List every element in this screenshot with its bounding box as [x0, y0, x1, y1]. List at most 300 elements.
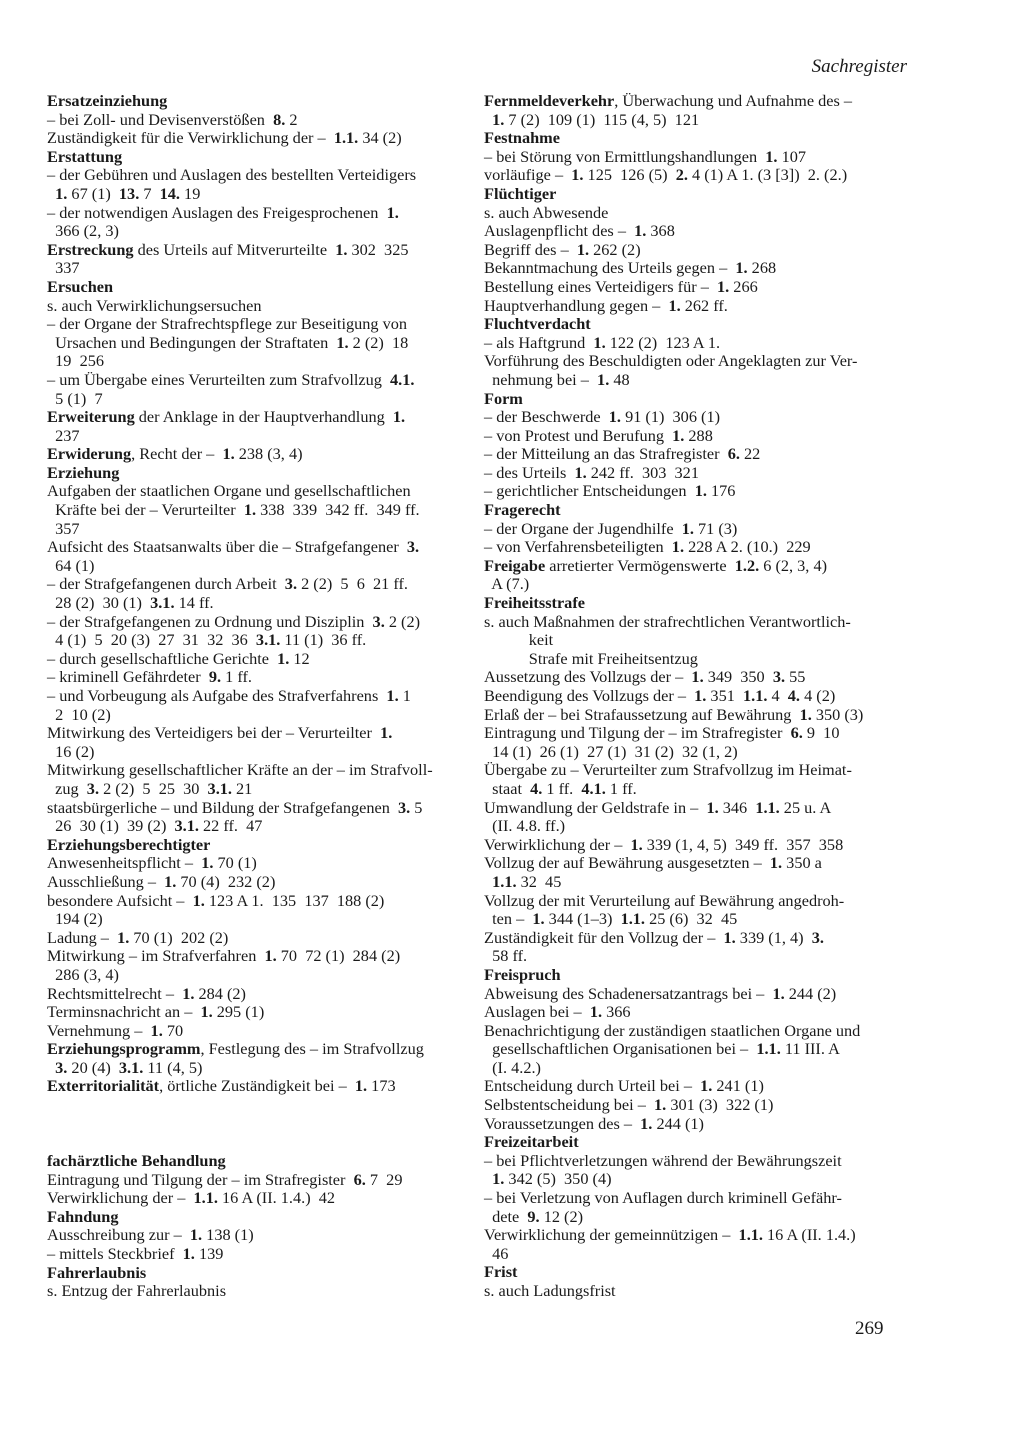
bold-term: 1. — [201, 853, 214, 873]
entry-text: 123 A 1. 135 137 188 (2) — [204, 890, 385, 910]
entry-text: Mitwirkung gesellschaftlicher Kräfte an der – im Strafvoll- — [47, 760, 433, 780]
entry-text: Aufgaben der staatlichen Organe und gesellschaftlichen — [47, 481, 411, 501]
entry-text: gesellschaftlichen Organisationen bei – — [484, 1039, 757, 1059]
entry-text: 139 — [194, 1244, 224, 1264]
entry-text: 194 (2) — [47, 909, 103, 929]
entry-text: 107 — [777, 146, 806, 166]
entry-text: 16 (2) — [47, 741, 95, 761]
bold-term: Exterritorialität — [47, 1076, 160, 1096]
index-entry-line — [484, 575, 910, 594]
index-entry-line — [47, 1189, 467, 1208]
entry-text: 1 — [398, 686, 411, 705]
entry-text: 344 (1–3) — [544, 909, 621, 929]
bold-term: 1. — [571, 165, 584, 185]
entry-text: 22 ff. 47 — [198, 816, 263, 836]
index-entry-heading — [47, 148, 467, 167]
index-entry-line — [47, 1226, 467, 1245]
entry-text: 16 A (II. 1.4.) — [762, 1225, 856, 1245]
entry-text: 14 ff. — [174, 593, 214, 613]
index-entry-line — [484, 538, 910, 557]
bold-term: 8. — [273, 109, 286, 129]
index-entry-line — [484, 352, 910, 371]
bold-term: 1. — [654, 1095, 667, 1115]
index-entry-line — [47, 854, 467, 873]
entry-text: 288 — [684, 425, 713, 445]
entry-text: 2 (2) — [384, 611, 421, 631]
bold-term: Erziehungsberechtigter — [47, 834, 211, 854]
entry-text: 4 (1) 5 20 (3) 27 31 32 36 — [47, 630, 256, 650]
entry-text: ten – — [484, 909, 533, 929]
bold-term: 1.1. — [620, 909, 645, 929]
index-entry-line — [484, 854, 910, 873]
index-entry-heading — [484, 594, 910, 613]
index-entry-line — [47, 631, 467, 650]
index-entry-line — [47, 1003, 467, 1022]
entry-text: 366 (2, 3) — [47, 221, 119, 241]
bold-term: 1. — [354, 1076, 368, 1096]
entry-text: 338 339 342 ff. 349 ff. — [256, 500, 420, 520]
bold-term: 14. — [159, 183, 180, 203]
index-entry-line — [47, 817, 467, 836]
bold-term: Fernmeldeverkehr — [484, 91, 615, 110]
index-entry-line — [47, 892, 467, 911]
index-entry-line — [484, 836, 910, 855]
bold-term: 1.1. — [743, 686, 768, 705]
bold-term: 3. — [772, 667, 786, 687]
entry-text: 70 — [162, 1020, 184, 1040]
bold-term: Erweiterung — [47, 407, 135, 427]
entry-text: 2 (2) 5 6 21 ff. — [297, 574, 408, 594]
entry-text: 284 (2) — [194, 983, 246, 1003]
index-entry-line — [47, 1282, 467, 1301]
bold-term: 1. — [222, 444, 235, 464]
entry-text: Mitwirkung des Verteidigers bei der – Verurteilter — [47, 723, 381, 743]
bold-term: 1. — [668, 295, 681, 315]
entry-text: Hauptverhandlung gegen – — [484, 295, 669, 315]
entry-text: 339 (1, 4, 5) 349 ff. 357 358 — [642, 834, 844, 854]
entry-text — [484, 1169, 492, 1188]
index-entry-line — [484, 1059, 910, 1078]
index-entry-line — [47, 185, 467, 204]
bold-term: 1. — [735, 258, 748, 278]
index-entry-line — [484, 334, 910, 353]
index-entry-line — [47, 259, 467, 278]
index-entry-line — [47, 985, 467, 1004]
entry-text: 2 10 (2) — [47, 704, 111, 724]
entry-text: Aufsicht des Staatsanwalts über die – Strafgefangener — [47, 537, 407, 557]
bold-term: 1. — [634, 221, 647, 241]
entry-text: dete — [484, 1206, 528, 1226]
bold-term: Fahrerlaubnis — [47, 1262, 147, 1282]
bold-term: 1. — [200, 1002, 213, 1022]
bold-term: 1. — [799, 704, 812, 724]
entry-text: Anwesenheitspflicht – — [47, 853, 202, 873]
bold-term: 1. — [706, 797, 719, 817]
entry-text: 357 — [47, 518, 80, 538]
entry-text: Auslagenpflicht des – — [484, 221, 635, 241]
index-entry-line — [47, 520, 467, 539]
index-entry-line — [47, 427, 467, 446]
bold-term: 9. — [527, 1206, 540, 1226]
index-entry-line — [484, 724, 910, 743]
entry-text: s. Entzug der Fahrerlaubnis — [47, 1281, 227, 1301]
entry-text: 302 325 — [347, 239, 409, 259]
index-entry-line — [484, 1003, 910, 1022]
index-entry-heading — [47, 92, 467, 111]
entry-text: Eintragung und Tilgung der – im Strafregister — [47, 1169, 354, 1189]
index-entry-line — [47, 390, 467, 409]
entry-text: 244 (2) — [784, 983, 837, 1003]
bold-term: 4.1. — [390, 369, 415, 389]
entry-text: 34 (2) — [358, 128, 402, 148]
entry-text: 71 (3) — [693, 518, 738, 538]
entry-text — [484, 872, 492, 891]
index-entry-line — [484, 1115, 910, 1134]
entry-text: vorläufige – — [484, 165, 572, 185]
index-entry-line — [47, 929, 467, 948]
bold-term: 1.1. — [492, 871, 517, 891]
entry-text: 7 (2) 109 (1) 115 (4, 5) 121 — [504, 109, 700, 129]
index-entry-heading — [47, 1077, 467, 1096]
entry-text: Ausschließung – — [47, 871, 165, 891]
index-entry-line — [47, 873, 467, 892]
entry-text: 122 (2) 123 A 1. — [605, 332, 721, 352]
index-entry-line — [484, 668, 910, 687]
bold-term: Freigabe — [484, 555, 546, 575]
index-column-right — [484, 92, 910, 1301]
entry-text: 138 (1) — [202, 1225, 254, 1245]
index-entry-line — [484, 1077, 910, 1096]
bold-term: 1. — [150, 1020, 163, 1040]
bold-term: Fahndung — [47, 1206, 119, 1226]
bold-term: 1.1. — [756, 1039, 781, 1059]
index-entry-heading — [484, 1133, 910, 1152]
bold-term: 1. — [336, 332, 349, 352]
entry-text: 67 (1) — [67, 183, 119, 203]
bold-term: 1. — [694, 686, 707, 705]
entry-text: Erlaß der – bei Strafaussetzung auf Bewährung — [484, 704, 800, 724]
index-entry-heading — [47, 836, 467, 855]
entry-text: Ausschreibung zur – — [47, 1225, 190, 1245]
index-entry-line — [47, 482, 467, 501]
index-entry-line — [484, 482, 910, 501]
index-entry-heading — [47, 464, 467, 483]
entry-text: 339 (1, 4) — [735, 927, 812, 947]
index-entry-line — [47, 1245, 467, 1264]
entry-text: 11 (1) 36 ff. — [280, 630, 367, 650]
bold-term: 1. — [492, 1169, 505, 1189]
entry-text: Vollzug der auf Bewährung ausgesetzten – — [484, 853, 770, 873]
bold-term: 4. — [530, 778, 543, 798]
bold-term: 1. — [691, 667, 704, 687]
entry-text: – von Verfahrensbeteiligten — [484, 537, 672, 557]
column-gap — [47, 1096, 467, 1152]
bold-term: Ersuchen — [47, 276, 114, 296]
entry-text: – und Vorbeugung als Aufgabe des Strafverfahrens — [47, 686, 387, 705]
entry-text: 25 (6) 32 45 — [645, 909, 738, 929]
entry-text: Verwirklichung der – — [47, 1188, 194, 1208]
entry-text: 70 (4) 232 (2) — [176, 871, 276, 891]
entry-text: 58 ff. — [484, 946, 528, 966]
entry-text: 9 10 — [802, 723, 840, 743]
entry-text: Entscheidung durch Urteil bei – — [484, 1076, 701, 1096]
index-entry-line — [484, 148, 910, 167]
bold-term: 1. — [671, 537, 685, 557]
bold-term: 1.1. — [755, 797, 780, 817]
entry-text: Voraussetzungen des – — [484, 1113, 641, 1133]
entry-text: nehmung bei – — [484, 369, 598, 389]
entry-text: Verwirklichung der gemeinnützigen – — [484, 1225, 739, 1245]
bold-term: 1. — [723, 927, 736, 947]
index-entry-line — [47, 557, 467, 576]
index-entry-line — [47, 613, 467, 632]
index-entry-line — [484, 892, 910, 911]
entry-text: 14 (1) 26 (1) 27 (1) 31 (2) 32 (1, 2) — [484, 741, 738, 761]
entry-text: – der notwendigen Auslagen des Freigesprochenen — [47, 202, 387, 222]
bold-term: 6. — [727, 444, 740, 464]
index-entry-line — [47, 297, 467, 316]
index-entry-line — [47, 966, 467, 985]
entry-text: 25 u. A — [779, 797, 832, 817]
entry-text: (II. 4.8. ff.) — [484, 816, 566, 836]
index-entry-line — [47, 334, 467, 353]
entry-text: – bei Störung von Ermittlungshandlungen — [484, 146, 766, 166]
entry-text: – bei Pflichtverletzungen während der Bewährungszeit — [484, 1150, 842, 1170]
bold-term: 13. — [118, 183, 140, 203]
bold-term: Freiheitsstrafe — [484, 593, 585, 613]
entry-text: A (7.) — [484, 574, 530, 594]
entry-text: Übergabe zu – Verurteilter zum Strafvollzug im Heimat- — [484, 760, 852, 780]
index-entry-line — [47, 910, 467, 929]
entry-text: – des Urteils — [484, 462, 575, 482]
entry-text: Abweisung des Schadenersatzantrags bei – — [484, 983, 773, 1003]
entry-text: 350 a — [782, 853, 822, 873]
entry-text: 2 — [285, 109, 298, 129]
entry-text: 4 (1) A 1. (3 [3]) 2. (2.) — [687, 165, 848, 185]
entry-text: 1 ff. — [542, 778, 582, 798]
index-entry-line — [484, 1096, 910, 1115]
index-entry-line — [484, 706, 910, 725]
entry-text: 64 (1) — [47, 555, 95, 575]
entry-text: 91 (1) 306 (1) — [621, 407, 721, 427]
index-entry-line — [47, 594, 467, 613]
bold-term: 1. — [386, 202, 399, 222]
index-entry-line — [484, 1189, 910, 1208]
entry-text: der Anklage in der Hauptverhandlung — [134, 407, 393, 427]
index-entry-line — [484, 166, 910, 185]
index-entry-line — [47, 371, 467, 390]
bold-term: 4. — [787, 686, 800, 705]
bold-term: Freizeitarbeit — [484, 1132, 579, 1152]
index-entry-line — [47, 650, 467, 669]
entry-text: staatsbürgerliche – und Bildung der Strafgefangenen — [47, 797, 399, 817]
index-entry-line — [484, 929, 910, 948]
index-entry-line — [484, 799, 910, 818]
bold-term: 1. — [589, 1002, 603, 1022]
bold-term: 1. — [681, 518, 694, 538]
index-entry-heading — [47, 1208, 467, 1227]
entry-text: – als Haftgrund — [484, 332, 594, 352]
index-entry-line — [484, 297, 910, 316]
index-entry-line — [47, 315, 467, 334]
entry-text: 1 ff. — [605, 778, 637, 798]
bold-term: Erziehung — [47, 462, 120, 482]
bold-term: 3. — [284, 574, 298, 594]
bold-term: Erstattung — [47, 146, 123, 166]
entry-text: 16 A (II. 1.4.) 42 — [217, 1188, 336, 1208]
entry-text: Kräfte bei der – Verurteilter — [47, 500, 244, 520]
entry-text: 20 (4) — [67, 1057, 119, 1077]
entry-text — [47, 1058, 55, 1077]
entry-text: 301 (3) 322 (1) — [666, 1095, 774, 1115]
entry-text: 350 (3) — [811, 704, 864, 724]
entry-text: – der Beschwerde — [484, 407, 609, 427]
entry-text: Umwandlung der Geldstrafe in – — [484, 797, 707, 817]
entry-text: 1 ff. — [221, 667, 252, 687]
entry-text: 351 — [706, 686, 743, 705]
bold-term: 4.1. — [581, 778, 606, 798]
index-entry-line — [484, 631, 910, 650]
index-entry-heading — [484, 185, 910, 204]
bold-term: 1. — [574, 462, 587, 482]
index-entry-line — [484, 780, 910, 799]
bold-term: 1. — [335, 239, 348, 259]
entry-text: – mittels Steckbrief — [47, 1244, 183, 1264]
entry-text: 12 (2) — [539, 1206, 584, 1226]
bold-term: Flüchtiger — [484, 183, 557, 203]
entry-text: s. auch Maßnahmen der strafrechtlichen Verantwortlich- — [484, 611, 851, 631]
bold-term: 1.2. — [734, 555, 760, 575]
entry-text: besondere Aufsicht – — [47, 890, 193, 910]
index-entry-heading — [484, 92, 910, 111]
entry-text: 346 — [718, 797, 756, 817]
bold-term: Erziehungsprogramm — [47, 1039, 201, 1059]
entry-text: 48 — [609, 369, 630, 389]
bold-term: 1. — [630, 834, 643, 854]
index-entry-line — [484, 1170, 910, 1189]
index-entry-line — [47, 724, 467, 743]
entry-text: 368 — [646, 221, 675, 241]
entry-text: – bei Zoll- und Devisenverstößen — [47, 109, 274, 129]
entry-text: 46 — [484, 1243, 509, 1263]
entry-text: 26 30 (1) 39 (2) — [47, 816, 175, 836]
index-entry-line — [47, 352, 467, 371]
bold-term: 1. — [492, 109, 505, 129]
entry-text: , Festlegung des – im Strafvollzug — [200, 1039, 424, 1059]
index-entry-line — [47, 204, 467, 223]
bold-term: Fluchtverdacht — [484, 314, 591, 334]
index-entry-line — [47, 743, 467, 762]
bold-term: 1. — [576, 239, 590, 259]
index-entry-line — [47, 1171, 467, 1190]
entry-text: – kriminell Gefährdeter — [47, 667, 209, 687]
bold-term: 3. — [811, 927, 824, 947]
index-entry-line — [47, 501, 467, 520]
index-entry-heading — [47, 408, 467, 427]
index-entry-line — [47, 222, 467, 241]
entry-text: Bekanntmachung des Urteils gegen – — [484, 258, 736, 278]
entry-text: keit — [484, 630, 554, 650]
bold-term: 6. — [790, 723, 803, 743]
bold-term: 1.1. — [738, 1225, 763, 1245]
bold-term: Erstreckung — [47, 239, 134, 259]
index-entry-heading — [47, 1152, 467, 1171]
index-entry-line — [47, 687, 467, 706]
index-entry-line — [484, 1152, 910, 1171]
index-entry-line — [47, 129, 467, 148]
index-entry-line — [484, 1208, 910, 1227]
index-entry-line — [47, 799, 467, 818]
entry-text: 5 (1) 7 — [47, 388, 103, 408]
bold-term: 1. — [392, 407, 406, 427]
bold-term: 1. — [277, 648, 290, 668]
entry-text: 70 (1) 202 (2) — [129, 927, 229, 947]
entry-text: 2 (2) 18 — [348, 332, 409, 352]
index-entry-line — [484, 445, 910, 464]
bold-term: 1.1. — [333, 128, 359, 148]
entry-text: 337 — [47, 258, 80, 278]
entry-text: Mitwirkung – im Strafverfahren — [47, 946, 265, 966]
index-entry-line — [484, 947, 910, 966]
entry-text: 7 29 — [365, 1169, 403, 1189]
bold-term: 3.1. — [118, 1057, 144, 1077]
bold-term: 1. — [189, 1225, 203, 1245]
entry-text: 262 (2) — [589, 239, 641, 259]
index-entry-line — [484, 278, 910, 297]
index-entry-line — [484, 1245, 910, 1264]
bold-term: 1. — [593, 332, 606, 352]
index-entry-line — [484, 650, 910, 669]
entry-text: – um Übergabe eines Verurteilten zum Strafvollzug — [47, 369, 391, 389]
index-entry-line — [47, 538, 467, 557]
entry-text: 242 ff. 303 321 — [586, 462, 699, 482]
index-entry-line — [484, 687, 910, 706]
index-entry-line — [47, 575, 467, 594]
entry-text: Vollzug der mit Verurteilung auf Bewährung angedroh- — [484, 890, 845, 910]
bold-term: 9. — [208, 667, 222, 687]
bold-term: 1. — [243, 500, 257, 520]
entry-text: s. auch Ladungsfrist — [484, 1281, 616, 1300]
entry-text: Selbstentscheidung bei – — [484, 1095, 655, 1115]
index-entry-line — [484, 222, 910, 241]
index-entry-line — [484, 111, 910, 130]
bold-term: 1. — [182, 1244, 195, 1264]
entry-text: des Urteils auf Mitverurteilte — [133, 239, 336, 259]
page-header-title: Sachregister — [811, 56, 907, 77]
entry-text: 342 (5) 350 (4) — [504, 1169, 612, 1189]
entry-text: Ursachen und Bedingungen der Straftaten — [47, 332, 337, 352]
bold-term: 3. — [398, 797, 411, 817]
entry-text: 70 72 (1) 284 (2) — [276, 946, 401, 966]
entry-text — [47, 184, 55, 203]
entry-text: 55 — [785, 667, 806, 687]
entry-text: – der Gebühren und Auslagen des bestellten Verteidigers — [47, 165, 417, 185]
bold-term: 1. — [164, 871, 177, 891]
entry-text: 22 — [739, 444, 761, 464]
index-entry-line — [484, 241, 910, 260]
entry-text: 11 III. A — [780, 1039, 840, 1059]
bold-term: 2. — [675, 165, 688, 185]
index-entry-line — [484, 1282, 910, 1301]
index-entry-line — [484, 1040, 910, 1059]
index-entry-line — [47, 947, 467, 966]
entry-text: 176 — [706, 481, 736, 501]
entry-text: 4 (2) — [800, 686, 836, 705]
bold-term: Erwiderung — [47, 444, 132, 464]
index-entry-heading — [47, 278, 467, 297]
index-entry-line — [484, 873, 910, 892]
entry-text: Beendigung des Vollzugs der – — [484, 686, 695, 705]
